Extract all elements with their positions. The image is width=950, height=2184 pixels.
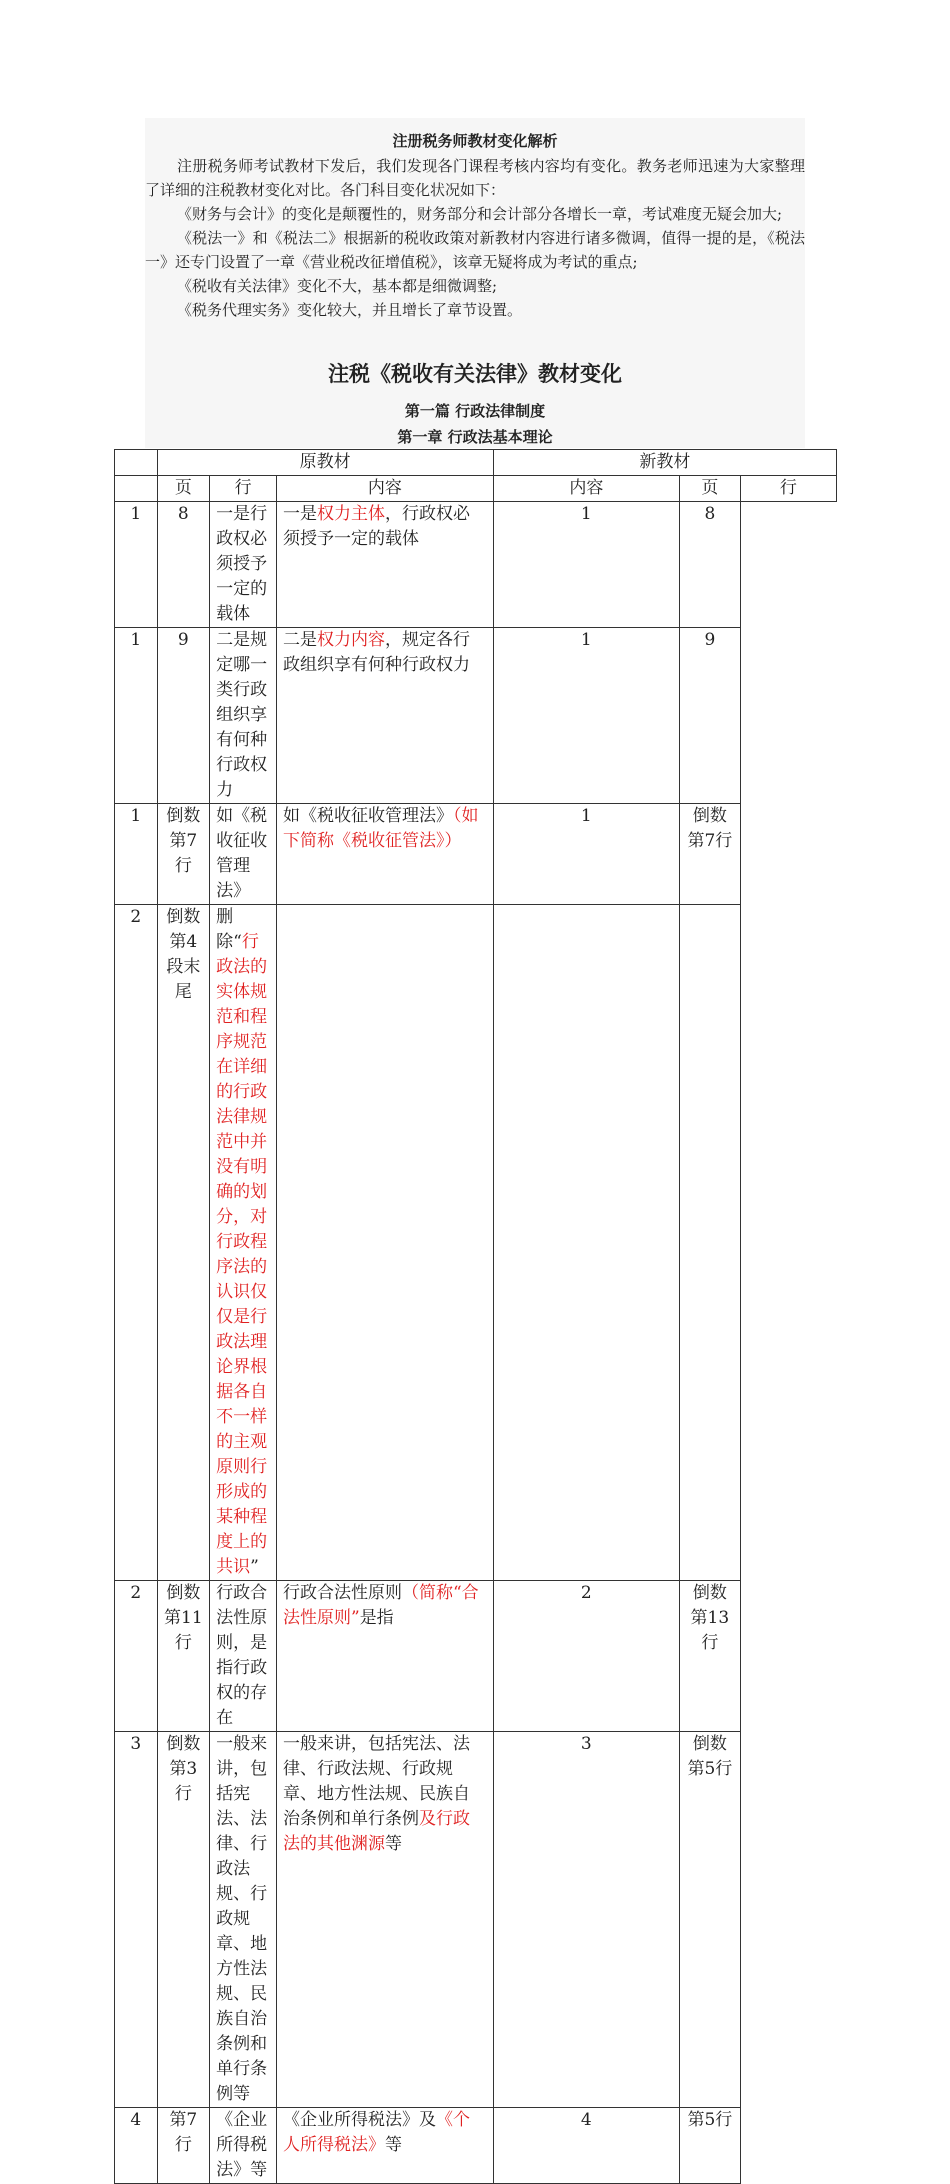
table-row <box>115 905 837 1581</box>
new-page-cell: 1 <box>493 804 679 905</box>
comparison-table <box>114 449 837 2184</box>
chapter-title: 第一章 行政法基本理论 <box>397 428 553 446</box>
old-content-cell <box>210 1581 277 1732</box>
content-segment: 《企业所得税法》及 <box>282 2110 436 2130</box>
old-page-cell: 1 <box>115 502 158 628</box>
col-new-content: 内容 <box>493 476 679 502</box>
old-content-cell <box>210 2108 277 2184</box>
new-page-cell: 2 <box>493 1581 679 1732</box>
content-segment: 如《税收征收管理法》 <box>282 806 453 826</box>
old-page-cell: 3 <box>115 1732 158 2108</box>
content-segment: 二是 <box>282 630 317 650</box>
content-segment: ” <box>250 1557 259 1577</box>
content-segment: ，行政权必须授予一定的载体 <box>282 504 470 549</box>
intro-paragraph: 《税收有关法律》变化不大，基本都是细微调整; <box>177 277 498 295</box>
new-line-cell <box>680 905 741 1581</box>
old-line-cell: 第7行 <box>157 2108 210 2184</box>
content-segment: 行政合法性原则 <box>282 1583 402 1603</box>
content-segment: 《企业所得税法》等 <box>216 2110 268 2180</box>
old-content-cell <box>210 905 277 1581</box>
content-segment: 一是行政权必须授予一定的载体 <box>216 504 268 624</box>
intro-paragraph: 注册税务师考试教材下发后，我们发现各门课程考核内容均有变化。教务老师迅速为大家整理了详细的注税教材变化对比。各门科目变化状况如下： <box>145 157 805 199</box>
old-line-cell: 倒数第4段末尾 <box>157 905 210 1581</box>
new-line-cell: 第5行 <box>680 2108 741 2184</box>
part-title: 第一篇 行政法律制度 <box>404 402 546 420</box>
old-line-cell: 倒数第3行 <box>157 1732 210 2108</box>
old-line-cell: 倒数第7行 <box>157 804 210 905</box>
old-page-cell: 2 <box>115 1581 158 1732</box>
new-page-cell: 4 <box>493 2108 679 2184</box>
new-line-cell: 倒数第5行 <box>680 1732 741 2108</box>
new-textbook-header: 新教材 <box>493 450 836 476</box>
table-row <box>115 502 837 628</box>
intro-body <box>145 154 805 322</box>
content-segment: 一是 <box>282 504 317 524</box>
content-segment: 《个人所得税法》 <box>282 2110 470 2155</box>
document-title: 注税《税收有关法律》教材变化 <box>328 362 622 386</box>
new-content-cell <box>276 2108 493 2184</box>
col-new-line: 行 <box>740 476 836 502</box>
new-content-cell <box>276 502 493 628</box>
table-row <box>115 628 837 804</box>
intro-paragraph: 《财务与会计》的变化是颠覆性的，财务部分和会计部分各增长一章，考试难度无疑会加大; <box>177 205 783 223</box>
content-segment: 删除“ <box>216 907 242 952</box>
content-segment: （简称“合法性原则” <box>282 1583 479 1628</box>
col-old-content: 内容 <box>276 476 493 502</box>
old-line-cell: 9 <box>157 628 210 804</box>
old-content-cell <box>210 1732 277 2108</box>
intro-title: 注册税务师教材变化解析 <box>392 132 558 150</box>
old-line-cell: 8 <box>157 502 210 628</box>
content-segment: 一般来讲，包括宪法、法律、行政法规、行政规章、地方性法规、民族自治条例和单行条例 <box>282 1734 470 1829</box>
content-segment: 等 <box>384 2135 402 2155</box>
header-row-sections <box>115 450 837 476</box>
old-page-cell: 1 <box>115 628 158 804</box>
old-line-cell: 倒数第11行 <box>157 1581 210 1732</box>
table-row <box>115 1581 837 1732</box>
new-line-cell: 倒数第7行 <box>680 804 741 905</box>
old-content-cell <box>210 628 277 804</box>
content-segment: 行政法的实体规范和程序规范在详细的行政法律规范中并没有明确的划分，对行政程序法的认识仅仅是行政法理论界根据各自不一样的主观原则行形成的某种程度上的共识 <box>216 932 268 1577</box>
table-row <box>115 2108 837 2184</box>
new-page-cell: 1 <box>493 502 679 628</box>
col-old-line: 行 <box>210 476 277 502</box>
new-page-cell: 3 <box>493 1732 679 2108</box>
content-segment: 二是规定哪一类行政组织享有何种行政权力 <box>216 630 268 800</box>
content-segment: ，规定各行政组织享有何种行政权力 <box>282 630 470 675</box>
col-new-page: 页 <box>680 476 741 502</box>
header-row-columns <box>115 476 837 502</box>
old-page-cell: 4 <box>115 2108 158 2184</box>
intro-paragraph: 《税法一》和《税法二》根据新的税收政策对新教材内容进行诸多微调，值得一提的是，《税法一》还专门设置了一章《营业税改征增值税》，该章无疑将成为考试的重点; <box>145 229 805 271</box>
table-row <box>115 1732 837 2108</box>
new-content-cell <box>276 628 493 804</box>
header-blank-cell <box>115 450 158 476</box>
old-content-cell <box>210 804 277 905</box>
content-segment: 及行政法的其他渊源 <box>282 1809 470 1854</box>
new-content-cell <box>276 804 493 905</box>
new-line-cell: 9 <box>680 628 741 804</box>
content-segment: 是指 <box>359 1608 394 1628</box>
content-segment: （如下简称《税收征管法》） <box>282 806 479 851</box>
intro-paragraph: 《税务代理实务》变化较大，并且增长了章节设置。 <box>177 301 523 319</box>
col-old-page: 页 <box>157 476 210 502</box>
old-content-cell <box>210 502 277 628</box>
old-page-cell: 1 <box>115 804 158 905</box>
content-segment: 等 <box>384 1834 402 1854</box>
content-segment: 行政合法性原则，是指行政权的存在 <box>216 1583 268 1728</box>
new-content-cell <box>276 1581 493 1732</box>
content-segment: 如《税收征收管理法》 <box>216 806 268 901</box>
old-textbook-header: 原教材 <box>157 450 493 476</box>
side-blank-cell <box>115 476 158 502</box>
table-row <box>115 804 837 905</box>
new-line-cell: 倒数第13行 <box>680 1581 741 1732</box>
new-content-cell <box>276 1732 493 2108</box>
intro-block <box>145 118 805 448</box>
new-page-cell: 1 <box>493 628 679 804</box>
new-content-cell <box>276 905 493 1581</box>
content-segment: 一般来讲，包括宪法、法律、行政法规、行政规章、地方性法规、民族自治条例和单行条例等 <box>216 1734 268 2104</box>
new-page-cell <box>493 905 679 1581</box>
content-segment: 权力主体 <box>316 504 385 524</box>
new-line-cell: 8 <box>680 502 741 628</box>
old-page-cell: 2 <box>115 905 158 1581</box>
content-segment: 权力内容 <box>316 630 385 650</box>
